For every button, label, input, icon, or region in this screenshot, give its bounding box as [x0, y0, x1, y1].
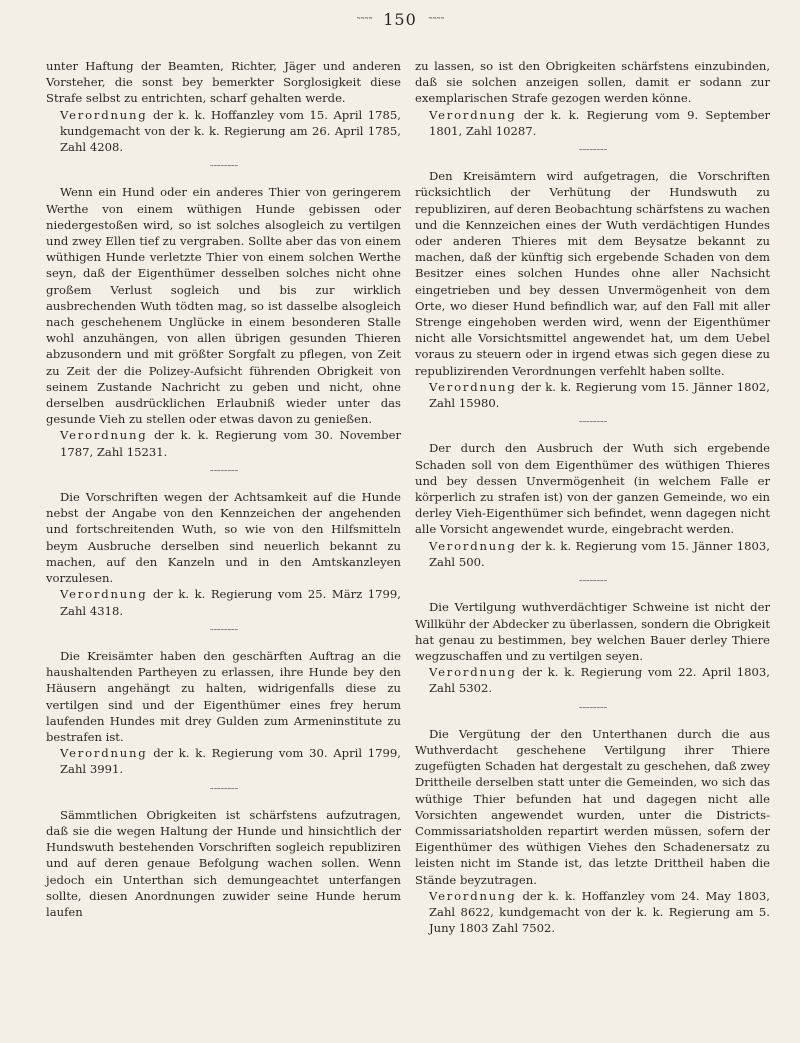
page-number: 150: [383, 10, 417, 29]
paragraph: zu lassen, so ist den Obrigkeiten schärfstens einzubinden, daß sie solchen anzeigen sollen, damit er sodann zur exemplarischen Strafe gezogen werden könne.: [415, 59, 770, 106]
ordinance-reference: [429, 538, 770, 570]
ordinance-label: Verordnung: [60, 746, 148, 761]
ordinance-text: der k. k. Regierung vom 30. April 1799, Zahl 3991.: [60, 746, 401, 777]
ordinance-text: der k. k. Hoffanzley vom 15. April 1785, kundgemacht von der k. k. Regierung am 26. April 1785, Zahl 4208.: [60, 107, 401, 155]
separator: ˜˜˜˜˜˜˜˜: [209, 165, 238, 176]
ordinance-text: der k. k. Regierung vom 25. März 1799, Zahl 4318.: [60, 587, 401, 618]
paragraph: Den Kreisämtern wird aufgetragen, die Vorschriften rücksichtlich der Verhütung der Hundswuth zu republiziren, auf deren Beobachtung schärfstens zu wachen und die Kennzeichen eines der Wuth verdächtigen Hundes oder anderen Thieres mit dem Beysatze bekannt zu machen, daß der künftig sich ergebende Schaden von dem Besitzer eines solchen Hundes ohne aller Nachsicht eingetrieben und bey dessen Unvermögenheit von dem Orte, wo dieser Hund befindlich war, auf den Fall mit aller Strenge eingehoben werden wird, wenn der Eigenthümer nicht alle Vorsichtsmittel angewendet hat, um dem Uebel voraus zu steuern oder in irgend etwas sich gegen diese zu republizirenden Verordnungen verfehlt haben sollte.: [415, 169, 770, 378]
ordinance-reference: [60, 745, 401, 777]
header-ornament-right: ˜˜˜˜: [427, 17, 444, 28]
separator: ˜˜˜˜˜˜˜˜: [209, 469, 238, 480]
ordinance-label: Verordnung: [60, 107, 148, 122]
left-column: [46, 58, 401, 920]
header-ornament-left: ˜˜˜˜: [356, 17, 373, 28]
ordinance-text: der k. k. Regierung vom 9. September 1801, Zahl 10287.: [429, 107, 770, 138]
separator: ˜˜˜˜˜˜˜˜: [578, 421, 607, 432]
ordinance-reference: [60, 586, 401, 618]
ordinance-text: der k. k. Hoffanzley vom 24. May 1803, Zahl 8622, kundgemacht von der k. k. Regierung am 5. Juny 1803 Zahl 7502.: [429, 888, 770, 936]
separator: ˜˜˜˜˜˜˜˜: [578, 149, 607, 160]
paragraph: Sämmtlichen Obrigkeiten ist schärfstens aufzutragen, daß sie die wegen Haltung der Hunde und hinsichtlich der Hundswuth bestehenden Vorschriften sogleich republiziren und auf deren genaue Befolgung wachen sollen. Wenn jedoch ein Unterthan sich demungeachtet unterfangen sollte, diesen Anordnungen zuwider seine Hunde herum laufen: [46, 807, 401, 919]
separator: ˜˜˜˜˜˜˜˜: [209, 628, 238, 639]
paragraph: Die Kreisämter haben den geschärften Auftrag an die haushaltenden Partheyen zu erlassen, ihre Hunde bey den Häusern angehängt zu halten, widrigenfalls diese zu vertilgen sind und der Eigenthümer eines frey herum laufenden Hundes mit drey Gulden zum Armeninstitute zu bestrafen ist.: [46, 648, 401, 744]
ordinance-label: Verordnung: [60, 428, 148, 443]
paragraph: Die Vertilgung wuthverdächtiger Schweine ist nicht der Willkühr der Abdecker zu überlassen, sondern die Obrigkeit hat genau zu bestimmen, bey welchen Bauer derley Thiere wegzuschaffen und zu vertilgen seyen.: [415, 600, 770, 663]
paragraph: Der durch den Ausbruch der Wuth sich ergebende Schaden soll von dem Eigenthümer des wüthigen Thieres und bey dessen Unvermögenheit (in welchem Falle er körperlich zu strafen ist) von der ganzen Gemeinde, wo ein derley Vieh-Eigenthümer sich befindet, wenn dagegen nicht alle Vorsicht angewendet wurde, eingebracht werden.: [415, 441, 770, 537]
separator: ˜˜˜˜˜˜˜˜: [578, 580, 607, 591]
ordinance-text: der k. k. Regierung vom 30. November 1787, Zahl 15231.: [60, 428, 401, 459]
ordinance-label: Verordnung: [429, 888, 517, 903]
separator: ˜˜˜˜˜˜˜˜: [578, 706, 607, 717]
paragraph: unter Haftung der Beamten, Richter, Jäger und anderen Vorsteher, die sonst bey bemerkter Sorglosigkeit diese Strafe selbst zu entrichten, scharf gehalten werde.: [46, 59, 401, 106]
ordinance-reference: [429, 379, 770, 411]
ordinance-label: Verordnung: [429, 379, 517, 394]
right-column: [415, 58, 770, 936]
ordinance-label: Verordnung: [429, 538, 517, 553]
ordinance-reference: [60, 107, 401, 156]
ordinance-text: der k. k. Regierung vom 15. Jänner 1803, Zahl 500.: [429, 538, 770, 569]
paragraph: Wenn ein Hund oder ein anderes Thier von geringerem Werthe von einem wüthigen Hunde gebissen oder niedergestoßen wird, so ist solches alsogleich zu vertilgen und zwey Ellen tief zu vergraben. Sollte aber das von einem wüthigen Hunde verletzte Thier von einem solchen Werthe seyn, daß der Eigenthümer desselben solches nicht ohne großem Verlust sogleich und bis zur wirklich ausbrechenden Wuth tödten mag, so ist dasselbe alsogleich nach geschehenem Unglücke in einem besonderen Stalle wohl anzuhängen, von allen übrigen gesunden Thieren abzusondern und mit größter Sorgfalt zu pflegen, von Zeit zu Zeit der die Polizey-Aufsicht führenden Obrigkeit von seinem Zustande Nachricht zu geben und nicht, ohne derselben ausdrücklichen Erlaubniß wieder unter das gesunde Vieh zu stellen oder etwas davon zu genießen.: [46, 185, 401, 427]
ordinance-text: der k. k. Regierung vom 22. April 1803, Zahl 5302.: [429, 665, 770, 696]
page-header: [0, 10, 800, 29]
paragraph: Die Vergütung der den Unterthanen durch die aus Wuthverdacht geschehene Vertilgung ihrer Thiere zugefügten Schaden hat dergestalt zu geschehen, daß zwey Drittheile derselben statt unter die Gemeinden, wo sich das wüthige Thier befunden hat und dagegen nicht alle Vorsichten angewendet wurden, unter die Districts-Commissariatsholden repartirt werden müssen, sofern der Eigenthümer des wüthigen Viehes den Schadenersatz zu leisten nicht im Stande ist, das letzte Drittheil haben die Stände beyzutragen.: [415, 726, 770, 887]
ordinance-label: Verordnung: [429, 107, 517, 122]
ordinance-reference: [60, 427, 401, 459]
separator: ˜˜˜˜˜˜˜˜: [209, 787, 238, 798]
ordinance-text: der k. k. Regierung vom 15. Jänner 1802, Zahl 15980.: [429, 379, 770, 411]
ordinance-label: Verordnung: [429, 665, 517, 680]
ordinance-reference: [429, 664, 770, 696]
paragraph: Die Vorschriften wegen der Achtsamkeit auf die Hunde nebst der Angabe von den Kennzeichen der angehenden und fortschreitenden Wuth, so wie von den Hilfsmitteln beym Ausbruche derselben sind neuerlich bekannt zu machen, auf den Kanzeln und in den Amtskanzleyen vorzulesen.: [46, 490, 401, 586]
ordinance-reference: [429, 107, 770, 139]
ordinance-reference: [429, 888, 770, 937]
ordinance-label: Verordnung: [60, 587, 148, 602]
